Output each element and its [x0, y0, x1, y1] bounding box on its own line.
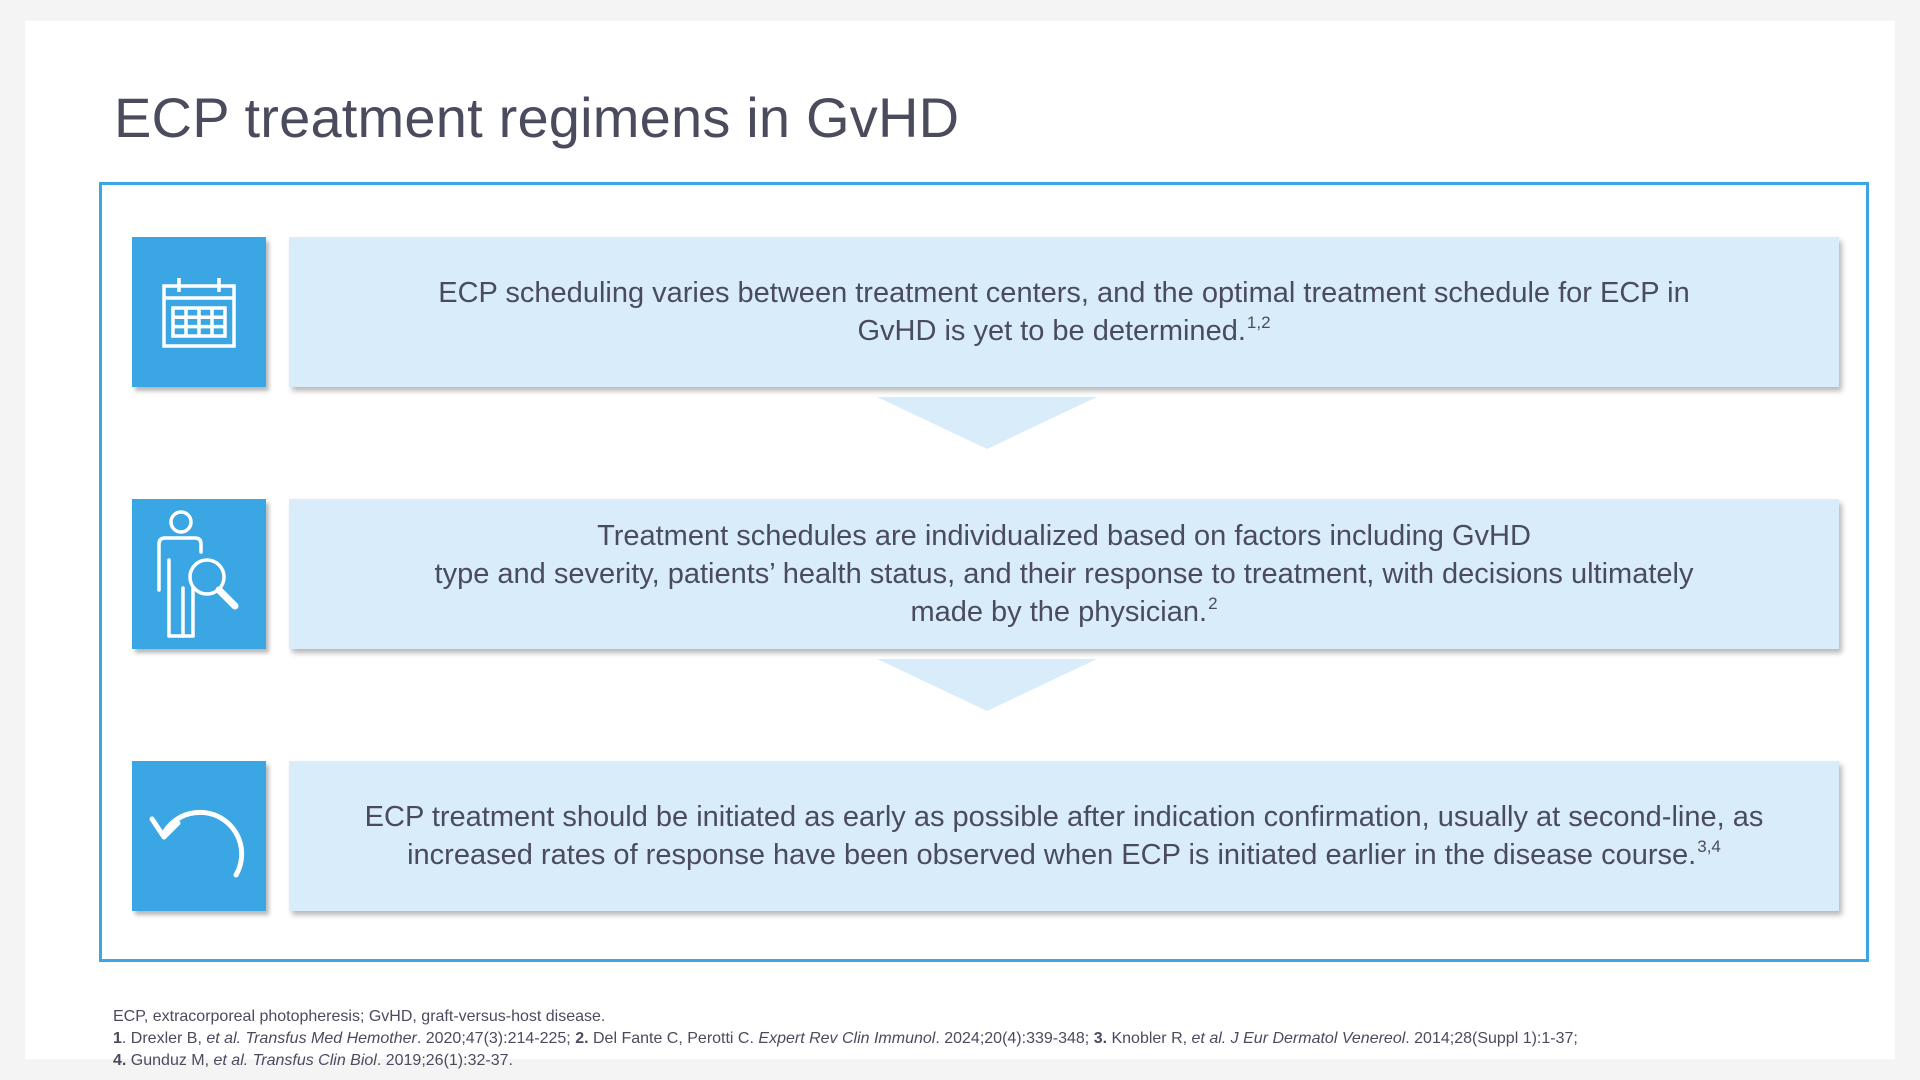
step-row-2 [102, 499, 1866, 651]
step-1-citation: 1,2 [1246, 313, 1271, 332]
ref-4-journal: Transfus Clin Biol [252, 1052, 377, 1069]
content-frame [99, 182, 1869, 962]
ref-2-authors: Del Fante C, Perotti C. [592, 1030, 754, 1047]
step-1-text-panel [289, 237, 1839, 387]
step-1-line-2: GvHD is yet to be determined. [857, 315, 1246, 347]
ref-4-etal: et al. [213, 1052, 249, 1069]
ref-2-journal: Expert Rev Clin Immunol [758, 1030, 936, 1047]
undo-arrow-icon [144, 791, 254, 881]
ref-2-details: . 2024;20(4):339-348; [935, 1030, 1090, 1047]
ref-1-number: 1 [113, 1030, 122, 1047]
calendar-icon [159, 272, 239, 352]
ref-1-details: . 2020;47(3):214-225; [416, 1030, 571, 1047]
person-search-icon [151, 508, 247, 640]
ref-3-journal: J Eur Dermatol Venereol [1230, 1030, 1406, 1047]
page-title: ECP treatment regimens in GvHD [114, 86, 960, 149]
ref-1-authors: Drexler B, [130, 1030, 202, 1047]
step-3-citation: 3,4 [1697, 837, 1721, 856]
slide [25, 21, 1895, 1069]
ref-2-number: 2. [575, 1030, 589, 1047]
down-chevron-1 [877, 397, 1097, 449]
step-2-line-1: Treatment schedules are individualized based on factors including GvHD [597, 520, 1531, 552]
step-3-line-1: ECP treatment should be initiated as early as possible after indication confirmation, usually at second-line, as [364, 801, 1764, 833]
step-3-text-panel [289, 761, 1839, 911]
step-1-line-1: ECP scheduling varies between treatment centers, and the optimal treatment schedule for ECP in [438, 277, 1690, 309]
ref-1-etal: et al. [206, 1030, 242, 1047]
step-3-icon-box [132, 761, 266, 911]
ref-3-authors: Knobler R, [1111, 1030, 1188, 1047]
step-row-3 [102, 761, 1866, 913]
step-2-line-3: made by the physician. [910, 596, 1208, 628]
footer-references-line-1: 1. Drexler B, et al. Transfus Med Hemother. 2020;47(3):214-225; 2. Del Fante C, Perotti C. Expert Rev Clin Immunol. 2024;20(4):339-348; 3. Knobler R, et al. J Eur Dermatol Venereol. 2014;28(Suppl 1):1-37; [113, 1030, 1578, 1047]
ref-3-details: . 2014;28(Suppl 1):1-37; [1405, 1030, 1578, 1047]
ref-3-etal: et al. [1191, 1030, 1227, 1047]
ref-4-authors: Gunduz M, [130, 1052, 210, 1069]
ref-3-number: 3. [1093, 1030, 1108, 1047]
footer-abbreviations: ECP, extracorporeal photopheresis; GvHD, graft-versus-host disease. [113, 1008, 606, 1025]
ref-4-number: 4. [113, 1052, 127, 1069]
footer-references-line-2 [113, 1050, 1813, 1072]
footer [113, 1006, 1813, 1072]
step-3-line-2: increased rates of response have been observed when ECP is initiated earlier in the disease course. [407, 839, 1697, 871]
step-2-citation: 2 [1208, 594, 1218, 613]
step-2-icon-box [132, 499, 266, 649]
ref-4-details: . 2019;26(1):32-37. [376, 1052, 513, 1069]
step-1-icon-box [132, 237, 266, 387]
step-2-text-panel [289, 499, 1839, 649]
down-chevron-2 [877, 659, 1097, 711]
ref-1-journal: Transfus Med Hemother [245, 1030, 417, 1047]
step-2-line-2: type and severity, patients’ health status, and their response to treatment, with decisions ultimately [434, 558, 1694, 590]
step-row-1 [102, 237, 1866, 389]
